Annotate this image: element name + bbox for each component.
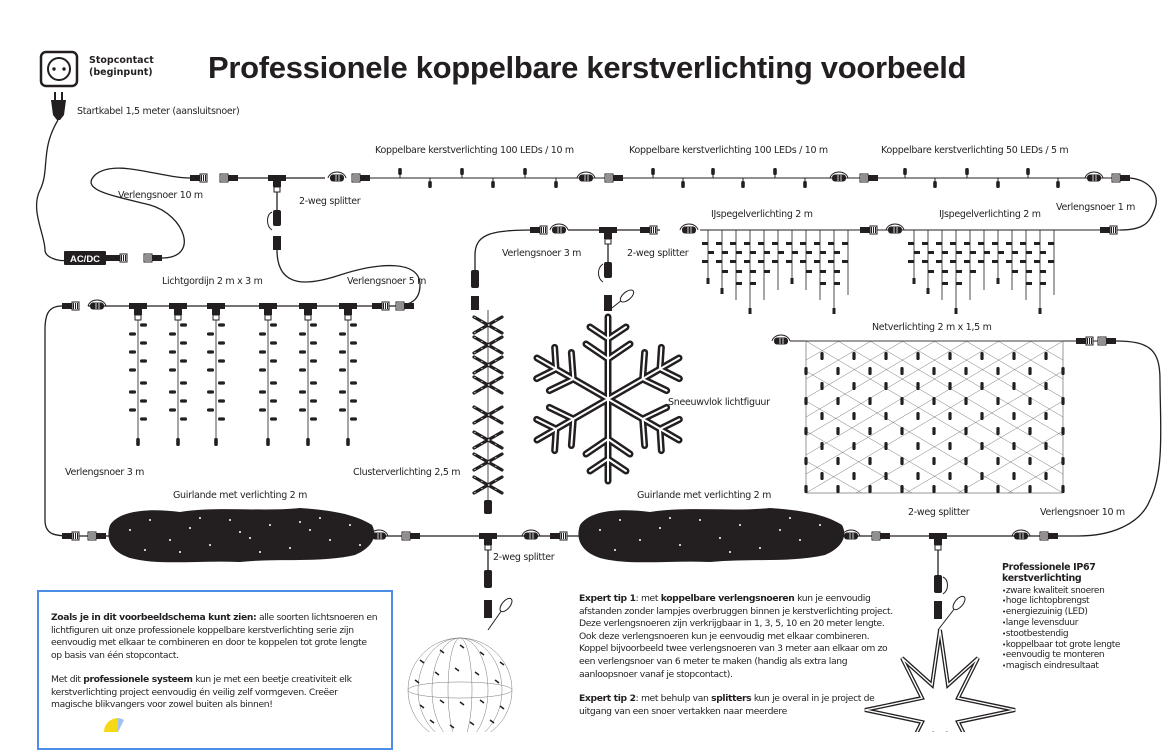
label-icicle-b: IJspegelverlichting 2 m xyxy=(939,209,1041,220)
label-ext-3m-mid: Verlengsnoer 3 m xyxy=(502,248,582,259)
info-p2-pre: Met dit xyxy=(51,674,84,685)
label-string-100-b: Koppelbare kerstverlichting 100 LEDs / 10 m xyxy=(629,145,828,156)
feature-item: • koppelbaar tot grote lengte xyxy=(1002,640,1172,651)
net-light xyxy=(772,335,1116,493)
expert-tip-2 xyxy=(579,693,899,718)
svg-text:AC/DC: AC/DC xyxy=(69,254,101,265)
icicle-light-a xyxy=(702,230,848,314)
garland-left xyxy=(108,508,374,562)
label-splitter-top: 2-weg splitter xyxy=(299,196,361,207)
icicle-light-b xyxy=(908,230,1054,314)
features-heading: Professionele IP67 kerstverlichting xyxy=(1002,562,1096,584)
tip2-label: Expert tip 2 xyxy=(579,693,636,705)
socket-label-line2: (beginpunt) xyxy=(89,67,153,78)
tip2-pre: : met behulp van xyxy=(635,693,712,705)
cluster-light xyxy=(474,310,502,514)
info-p2-bold: professionele systeem xyxy=(83,674,193,685)
label-ext-3m-left: Verlengsnoer 3 m xyxy=(65,467,145,478)
ac-dc-adapter xyxy=(64,251,110,265)
feature-item: • magisch eindresultaat xyxy=(1002,661,1172,672)
tip1-bold: koppelbare verlengsnoeren xyxy=(660,593,795,604)
label-icicle-a: IJspegelverlichting 2 m xyxy=(711,209,813,220)
garland-right xyxy=(578,508,844,562)
label-snowflake: Sneeuwvlok lichtfiguur xyxy=(668,397,770,408)
label-splitter-bottom-right: 2-weg splitter xyxy=(908,507,970,518)
label-ext-1m: Verlengsnoer 1 m xyxy=(1056,202,1136,213)
expert-tip-1 xyxy=(579,593,899,681)
plug-icon xyxy=(51,92,66,120)
label-net: Netverlichting 2 m x 1,5 m xyxy=(872,322,992,333)
feature-item: • stootbestendig xyxy=(1002,629,1172,640)
features-list xyxy=(1002,563,1172,672)
label-curtain: Lichtgordijn 2 m x 3 m xyxy=(162,276,263,287)
tip2-text: kun je overal in je project de uitgang van een snoer vertakken naar meerdere xyxy=(579,693,875,717)
label-splitter-mid: 2-weg splitter xyxy=(627,248,689,259)
label-ext-10m-top: Verlengsnoer 10 m xyxy=(118,190,203,201)
socket-label xyxy=(89,55,154,79)
feature-item: • lange levensduur xyxy=(1002,618,1172,629)
tip2-bold: splitters xyxy=(711,693,752,705)
info-paragraph-2 xyxy=(51,674,379,712)
feature-item: • zware kwaliteit snoeren xyxy=(1002,586,1172,597)
label-ext-5m: Verlengsnoer 5 m xyxy=(347,276,427,287)
expert-tips xyxy=(579,593,899,730)
label-garland-left: Guirlande met verlichting 2 m xyxy=(173,490,308,501)
socket-icon xyxy=(41,52,77,86)
label-ext-10m-right: Verlengsnoer 10 m xyxy=(1040,507,1125,518)
label-cluster: Clusterverlichting 2,5 m xyxy=(353,467,461,478)
feature-item: • energiezuinig (LED) xyxy=(1002,607,1172,618)
light-ball xyxy=(408,638,512,732)
info-box xyxy=(37,590,393,750)
info-p1-text: alle soorten lichtsnoeren en lichtfiguren uit onze professionele koppelbare kerstverlichting serie zijn eenvoudig met elkaar te combineren en door te koppelen tot grote lengte op basis van één stopcontact. xyxy=(51,612,378,661)
tip1-text: kun je eenvoudig afstanden zonder lampjes overbruggen binnen je kerstverlichting project. Deze verlengsnoeren zijn verkrijgbaar in 1, 3, 5, 10 en 20 meter lengte. Ook deze verlengsnoeren kun je eenvoudig met elkaar combineren. Koppel bijvoorbeeld twee verlengsnoeren van 3 meter aan elkaar om zo een verlengsnoer van 6 meter te maken (handig als extra lang aanloopsnoer vanaf je stopcontact). xyxy=(579,593,893,680)
info-p2-text: kun je met een beetje creativiteit elk kerstverlichting project eenvoudig én veilig zelf vormgeven. Creëer magische blikvangers voor zowel buiten als binnen! xyxy=(51,674,352,710)
label-string-100-a: Koppelbare kerstverlichting 100 LEDs / 10 m xyxy=(375,145,574,156)
info-paragraph-1 xyxy=(51,612,379,662)
light-curtain xyxy=(62,300,414,446)
label-splitter-bottom-mid: 2-weg splitter xyxy=(493,552,555,563)
tip1-label: Expert tip 1 xyxy=(579,593,636,604)
feature-item: • eenvoudig te monteren xyxy=(1002,650,1172,661)
info-p1-bold: Zoals je in dit voorbeeldschema kunt zien: xyxy=(51,612,257,623)
label-garland-right: Guirlande met verlichting 2 m xyxy=(637,490,772,501)
plug-label: Startkabel 1,5 meter (aansluitsnoer) xyxy=(77,106,240,117)
label-string-50: Koppelbare kerstverlichting 50 LEDs / 5 m xyxy=(881,145,1069,156)
feature-item: • hoge lichtopbrengst xyxy=(1002,596,1172,607)
page-title: Professionele koppelbare kerstverlichting voorbeeld xyxy=(208,50,967,85)
socket-label-line1: Stopcontact xyxy=(89,55,154,66)
tip1-pre: : met xyxy=(635,593,661,604)
